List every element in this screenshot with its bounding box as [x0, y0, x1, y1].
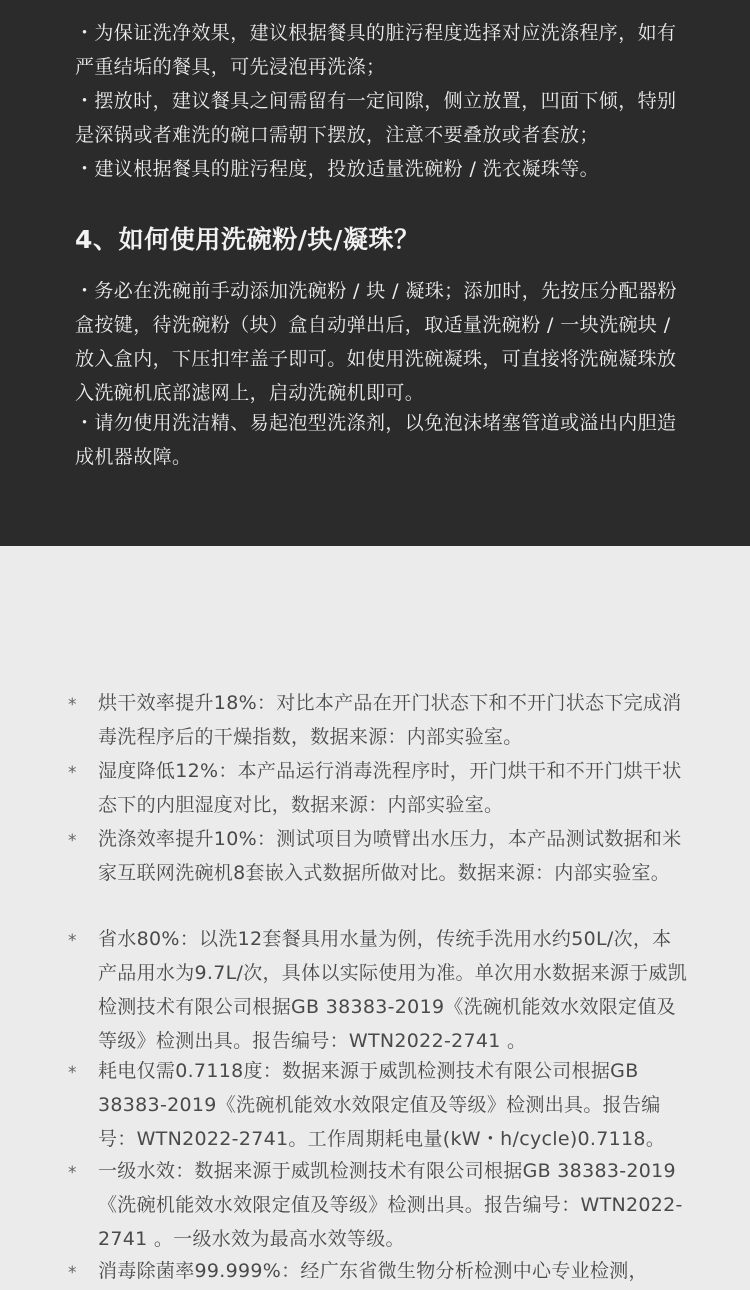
footnote-item	[68, 922, 688, 1058]
footnote-item	[68, 1254, 688, 1288]
footnote-marker: *	[68, 763, 77, 783]
tip-paragraph: ・为保证洗净效果，建议根据餐具的脏污程度选择对应洗涤程序，如有严重结垢的餐具，可先浸泡再洗涤；	[75, 22, 677, 78]
footnote-text: 烘干效率提升18%：对比本产品在开门状态下和不开门状态下完成消毒洗程序后的干燥指数，数据来源：内部实验室。	[98, 692, 682, 748]
footnote-text: 消毒除菌率99.999%：经广东省微生物分析检测中心专业检测，	[98, 1260, 648, 1282]
footnotes-section	[0, 546, 750, 1290]
footnote-marker: *	[68, 831, 77, 851]
footnote-item	[68, 754, 688, 822]
tip-paragraph: ・摆放时，建议餐具之间需留有一定间隙，侧立放置，凹面下倾，特别是深锅或者难洗的碗口需朝下摆放，注意不要叠放或者套放；	[75, 90, 677, 146]
footnote-text: 一级水效：数据来源于威凯检测技术有限公司根据GB 38383-2019《洗碗机能效水效限定值及等级》检测出具。报告编号：WTN2022-2741 。一级水效为最高水效等级。	[98, 1160, 683, 1250]
footnote-text: 洗涤效率提升10%：测试项目为喷臂出水压力，本产品测试数据和米家互联网洗碗机8套嵌入式数据所做对比。数据来源：内部实验室。	[98, 828, 682, 884]
section-heading: 4、如何使用洗碗粉/块/凝珠？	[75, 225, 420, 254]
footnote-marker: *	[68, 695, 77, 715]
footnote-marker: *	[68, 1263, 77, 1283]
footnote-item	[68, 822, 688, 890]
footnote-text: 耗电仅需0.7118度：数据来源于威凯检测技术有限公司根据GB 38383-2019《洗碗机能效水效限定值及等级》检测出具。报告编号：WTN2022-2741。工作周期耗电量(kW・h/cycle)0.7118。	[98, 1060, 666, 1150]
tip-paragraph: ・建议根据餐具的脏污程度，投放适量洗碗粉 / 洗衣凝珠等。	[75, 158, 600, 180]
footnote-item	[68, 686, 688, 754]
footnote-marker: *	[68, 1063, 77, 1083]
footnote-item	[68, 1054, 688, 1156]
footnote-marker: *	[68, 1163, 77, 1183]
instructions-section	[0, 0, 750, 546]
footnote-text: 省水80%：以洗12套餐具用水量为例，传统手洗用水约50L/次，本产品用水为9.7L/次，具体以实际使用为准。单次用水数据来源于威凯检测技术有限公司根据GB 38383-2019《洗碗机能效水效限定值及等级》检测出具。报告编号：WTN2022-2741 。	[98, 928, 688, 1052]
footnote-marker: *	[68, 931, 77, 951]
tip-paragraph: ・务必在洗碗前手动添加洗碗粉 / 块 / 凝珠；添加时，先按压分配器粉盒按键，待洗碗粉（块）盒自动弹出后，取适量洗碗粉 / 一块洗碗块 / 放入盒内，下压扣牢盖子即可。如使用洗碗凝珠，可直接将洗碗凝珠放入洗碗机底部滤网上，启动洗碗机即可。	[75, 280, 677, 404]
footnote-item	[68, 1154, 688, 1256]
footnote-text: 湿度降低12%：本产品运行消毒洗程序时，开门烘干和不开门烘干状态下的内胆湿度对比，数据来源：内部实验室。	[98, 760, 682, 816]
tip-paragraph: ・请勿使用洗洁精、易起泡型洗涤剂，以免泡沫堵塞管道或溢出内胆造成机器故障。	[75, 412, 677, 468]
